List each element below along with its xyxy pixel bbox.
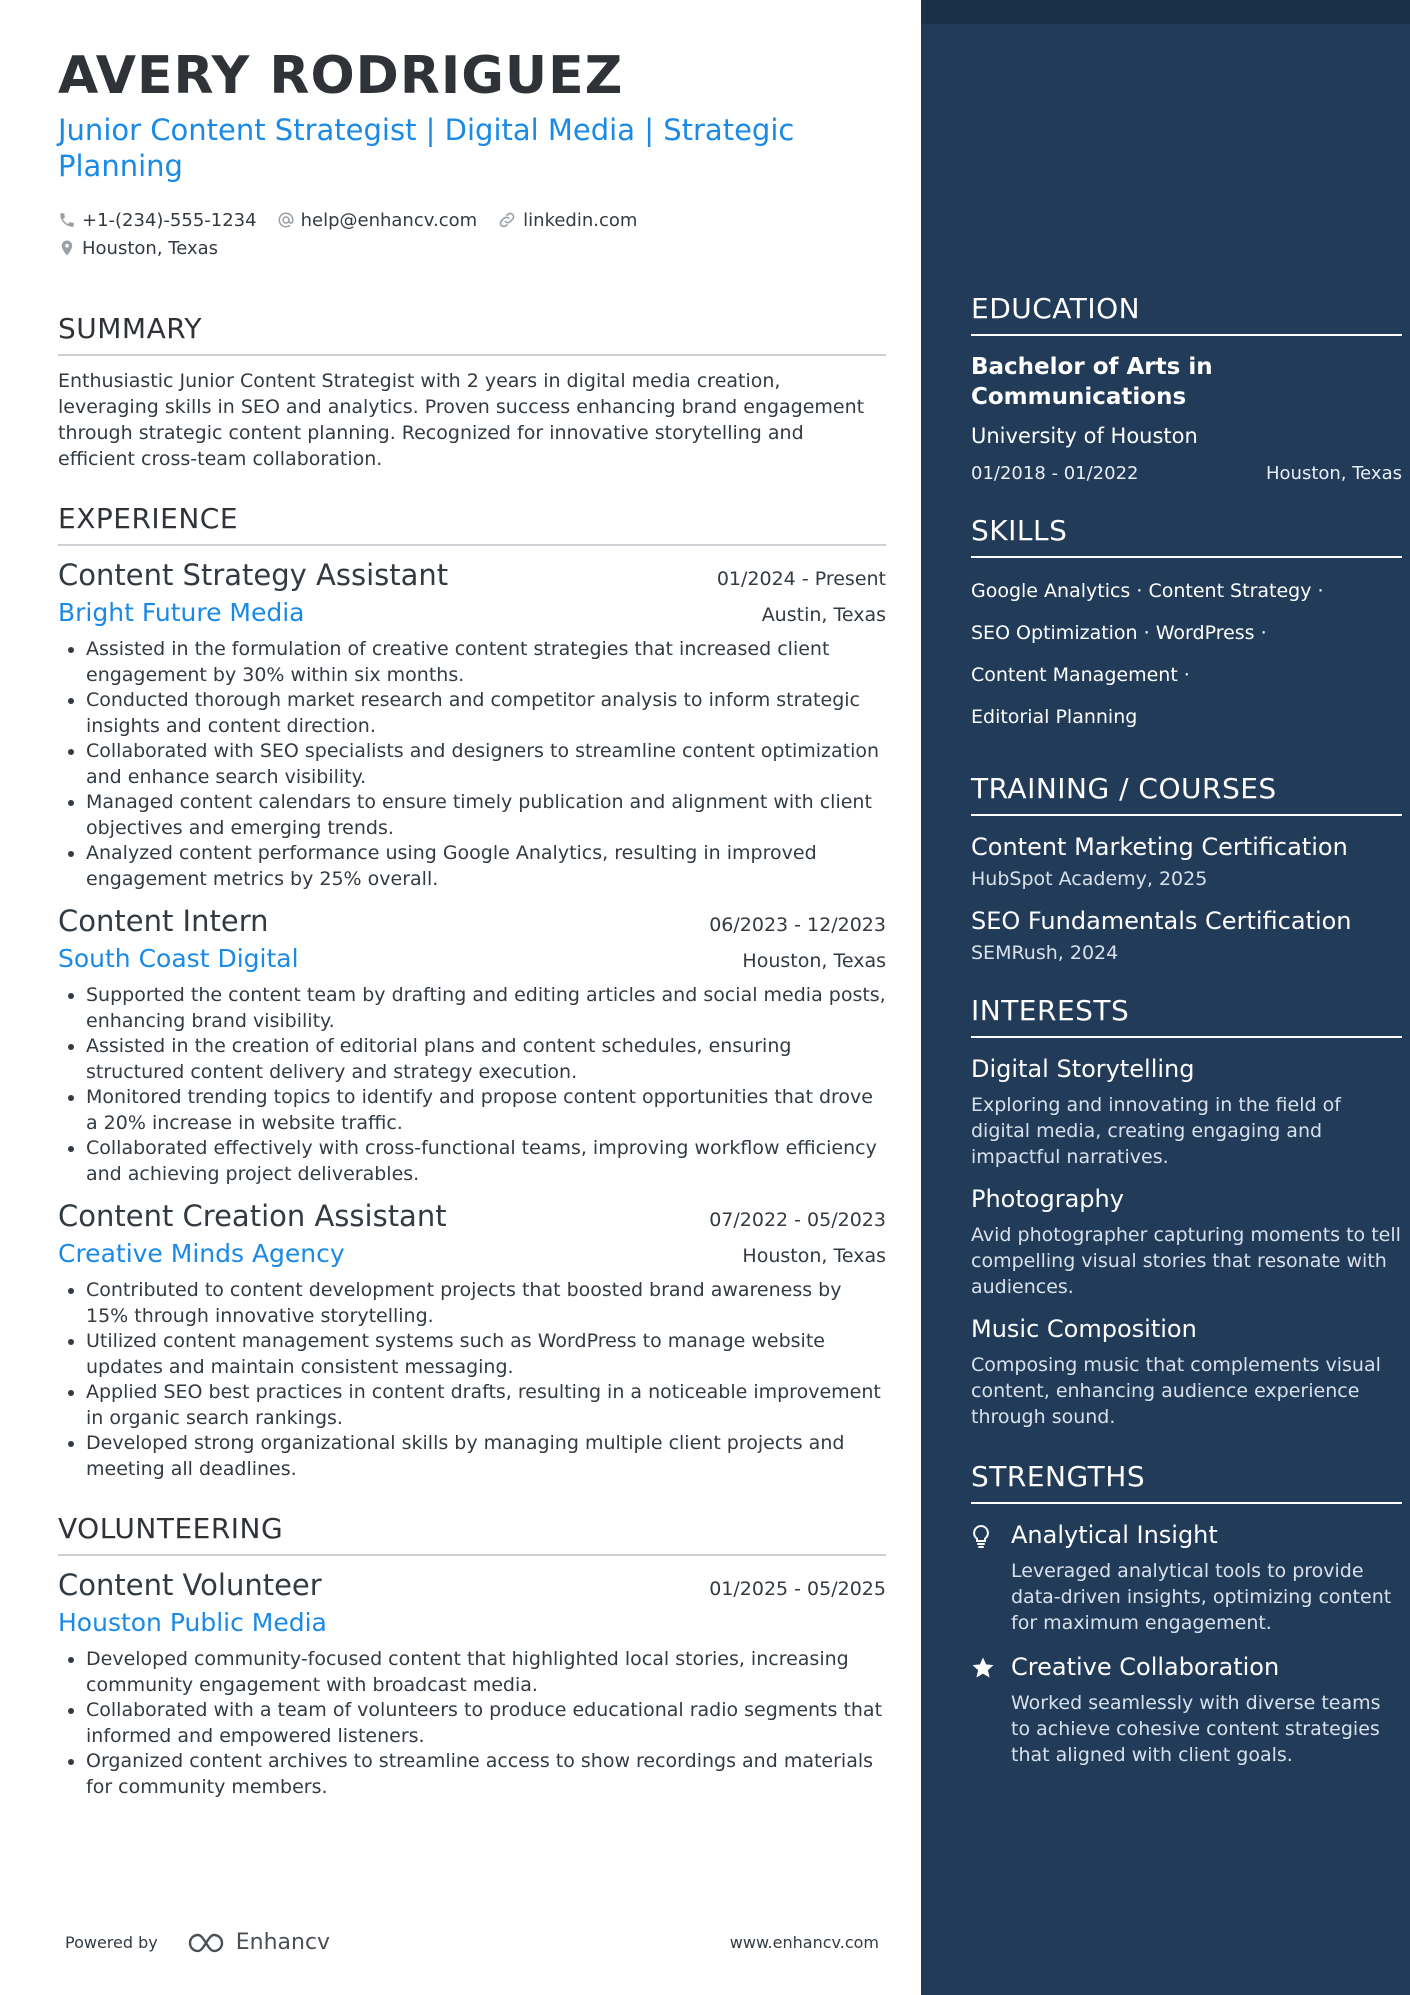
job-entry <box>58 904 886 1187</box>
job-entry <box>58 558 886 892</box>
education-dates: 01/2018 - 01/2022 <box>971 463 1139 484</box>
bullet-item: • Collaborated with SEO specialists and designers to streamline content optimization and enhance search visibility. <box>86 739 886 790</box>
interest-item <box>971 1054 1402 1170</box>
linkedin-text: linkedin.com <box>523 209 638 231</box>
skill-item: Editorial Planning <box>971 706 1138 728</box>
job-entry <box>58 1199 886 1482</box>
brand-name: Enhancv <box>235 1930 331 1955</box>
job-bullets <box>58 983 886 1187</box>
skill-item: SEO Optimization <box>971 622 1138 644</box>
job-bullets <box>58 1647 886 1800</box>
job-title: Content Volunteer <box>58 1568 322 1602</box>
contact-info <box>58 206 886 262</box>
contact-phone <box>58 210 257 231</box>
job-company: South Coast Digital <box>58 944 299 973</box>
candidate-name: AVERY RODRIGUEZ <box>58 46 624 106</box>
interest-title: Digital Storytelling <box>971 1055 1195 1083</box>
sidebar <box>921 0 1410 1995</box>
strength-title: Creative Collaboration <box>1011 1653 1280 1681</box>
strengths-heading: STRENGTHS <box>971 1460 1402 1504</box>
course-item <box>971 906 1402 964</box>
contact-email[interactable] <box>277 210 478 231</box>
footer <box>65 1930 879 1955</box>
strengths-section <box>971 1460 1402 1768</box>
bullet-item: • Developed community-focused content that highlighted local stories, increasing community engagement with broadcast media. <box>86 1647 886 1698</box>
skills-section <box>971 514 1402 738</box>
job-title: Content Intern <box>58 904 269 938</box>
phone-icon <box>58 211 76 229</box>
strength-description: Worked seamlessly with diverse teams to achieve cohesive content strategies that aligned with client goals. <box>1011 1692 1381 1766</box>
volunteering-heading: VOLUNTEERING <box>58 1512 886 1556</box>
sidebar-top-bar <box>921 0 1410 24</box>
footer-url[interactable]: www.enhancv.com <box>729 1933 879 1952</box>
strength-item <box>971 1520 1402 1636</box>
contact-location <box>58 238 218 259</box>
skill-item: Google Analytics <box>971 580 1131 602</box>
lightbulb-icon <box>971 1524 991 1548</box>
bullet-item: • Assisted in the creation of editorial plans and content schedules, ensuring structured content delivery and strategy execution. <box>86 1034 886 1085</box>
location-pin-icon <box>58 239 76 257</box>
job-title: Content Creation Assistant <box>58 1199 447 1233</box>
skill-item: Content Strategy <box>1148 580 1312 602</box>
experience-heading: EXPERIENCE <box>58 502 886 546</box>
education-location: Houston, Texas <box>1265 463 1402 484</box>
bullet-item: • Organized content archives to streamline access to show recordings and materials for community members. <box>86 1749 886 1800</box>
contact-linkedin[interactable] <box>497 210 637 231</box>
bullet-item: • Contributed to content development projects that boosted brand awareness by 15% through innovative storytelling. <box>86 1278 886 1329</box>
job-company: Bright Future Media <box>58 598 305 627</box>
skill-item: Content Management <box>971 664 1178 686</box>
bullet-item: • Collaborated effectively with cross-functional teams, improving workflow efficiency and achieving project deliverables. <box>86 1136 886 1187</box>
job-dates: 06/2023 - 12/2023 <box>709 914 886 936</box>
powered-by-label: Powered by <box>65 1933 158 1952</box>
job-dates: 01/2025 - 05/2025 <box>709 1578 886 1600</box>
school: University of Houston <box>971 424 1198 448</box>
enhancv-logo-icon <box>186 1932 232 1954</box>
strength-title: Analytical Insight <box>1011 1521 1218 1549</box>
interests-section <box>971 994 1402 1430</box>
link-icon <box>497 210 517 230</box>
job-bullets <box>58 1278 886 1482</box>
education-section <box>971 292 1402 484</box>
job-company: Houston Public Media <box>58 1608 327 1637</box>
job-bullets <box>58 637 886 892</box>
summary-text: Enthusiastic Junior Content Strategist with 2 years in digital media creation, leveraging skills in SEO and analytics. Proven success enhancing brand engagement through strategic content planning. Recognized for innovative storytelling and efficient cross-team collaboration. <box>58 370 865 470</box>
bullet-item: • Developed strong organizational skills by managing multiple client projects and meeting all deadlines. <box>86 1431 886 1482</box>
experience-section <box>58 502 886 1482</box>
interest-description: Composing music that complements visual content, enhancing audience experience through sound. <box>971 1354 1381 1428</box>
main-column <box>58 46 886 1800</box>
job-dates: 07/2022 - 05/2023 <box>709 1209 886 1231</box>
job-location: Austin, Texas <box>761 604 886 626</box>
education-heading: EDUCATION <box>971 292 1402 336</box>
bullet-item: • Analyzed content performance using Google Analytics, resulting in improved engagement metrics by 25% overall. <box>86 841 886 892</box>
summary-section <box>58 312 886 472</box>
headline: Junior Content Strategist | Digital Media | Strategic Planning <box>58 113 795 183</box>
strength-description: Leveraged analytical tools to provide data-driven insights, optimizing content for maximum engagement. <box>1011 1560 1392 1634</box>
interest-title: Music Composition <box>971 1315 1197 1343</box>
at-icon <box>277 211 295 229</box>
bullet-item: • Monitored trending topics to identify and propose content opportunities that drove a 20% increase in website traffic. <box>86 1085 886 1136</box>
location-text: Houston, Texas <box>82 237 219 259</box>
course-title: Content Marketing Certification <box>971 833 1348 861</box>
bullet-item: • Collaborated with a team of volunteers to produce educational radio segments that informed and empowered listeners. <box>86 1698 886 1749</box>
course-title: SEO Fundamentals Certification <box>971 907 1352 935</box>
interests-heading: INTERESTS <box>971 994 1402 1038</box>
bullet-item: • Assisted in the formulation of creative content strategies that increased client engagement by 30% within six months. <box>86 637 886 688</box>
bullet-item: • Applied SEO best practices in content drafts, resulting in a noticeable improvement in organic search rankings. <box>86 1380 886 1431</box>
job-title: Content Strategy Assistant <box>58 558 449 592</box>
course-provider: SEMRush, 2024 <box>971 942 1119 964</box>
interest-description: Avid photographer capturing moments to tell compelling visual stories that resonate with audiences. <box>971 1224 1401 1298</box>
job-location: Houston, Texas <box>742 950 886 972</box>
bullet-item: • Supported the content team by drafting and editing articles and social media posts, enhancing brand visibility. <box>86 983 886 1034</box>
bullet-item: • Managed content calendars to ensure timely publication and alignment with client objectives and emerging trends. <box>86 790 886 841</box>
training-section <box>971 772 1402 964</box>
skill-item: WordPress <box>1155 622 1255 644</box>
bullet-item: • Conducted thorough market research and competitor analysis to inform strategic insights and content direction. <box>86 688 886 739</box>
skills-list: Google Analytics · Content Strategy · SEO Optimization · WordPress · Content Management · Editorial Planning <box>971 580 1324 728</box>
interest-item <box>971 1184 1402 1300</box>
skills-heading: SKILLS <box>971 514 1402 558</box>
training-heading: TRAINING / COURSES <box>971 772 1402 816</box>
summary-heading: SUMMARY <box>58 312 886 356</box>
volunteering-section <box>58 1512 886 1800</box>
job-company: Creative Minds Agency <box>58 1239 345 1268</box>
course-item <box>971 832 1402 890</box>
degree: Bachelor of Arts in Communications <box>971 354 1213 410</box>
star-icon <box>971 1656 995 1680</box>
interest-item <box>971 1314 1402 1430</box>
job-location: Houston, Texas <box>742 1245 886 1267</box>
interest-description: Exploring and innovating in the field of digital media, creating engaging and impactful narratives. <box>971 1094 1341 1168</box>
phone-text: +1-(234)-555-1234 <box>82 209 257 231</box>
strength-item <box>971 1652 1402 1768</box>
interest-title: Photography <box>971 1185 1124 1213</box>
brand-logo[interactable] <box>186 1930 330 1955</box>
course-provider: HubSpot Academy, 2025 <box>971 868 1208 890</box>
email-text: help@enhancv.com <box>300 209 478 231</box>
bullet-item: • Utilized content management systems such as WordPress to manage website updates and maintain consistent messaging. <box>86 1329 886 1380</box>
job-dates: 01/2024 - Present <box>716 568 886 590</box>
